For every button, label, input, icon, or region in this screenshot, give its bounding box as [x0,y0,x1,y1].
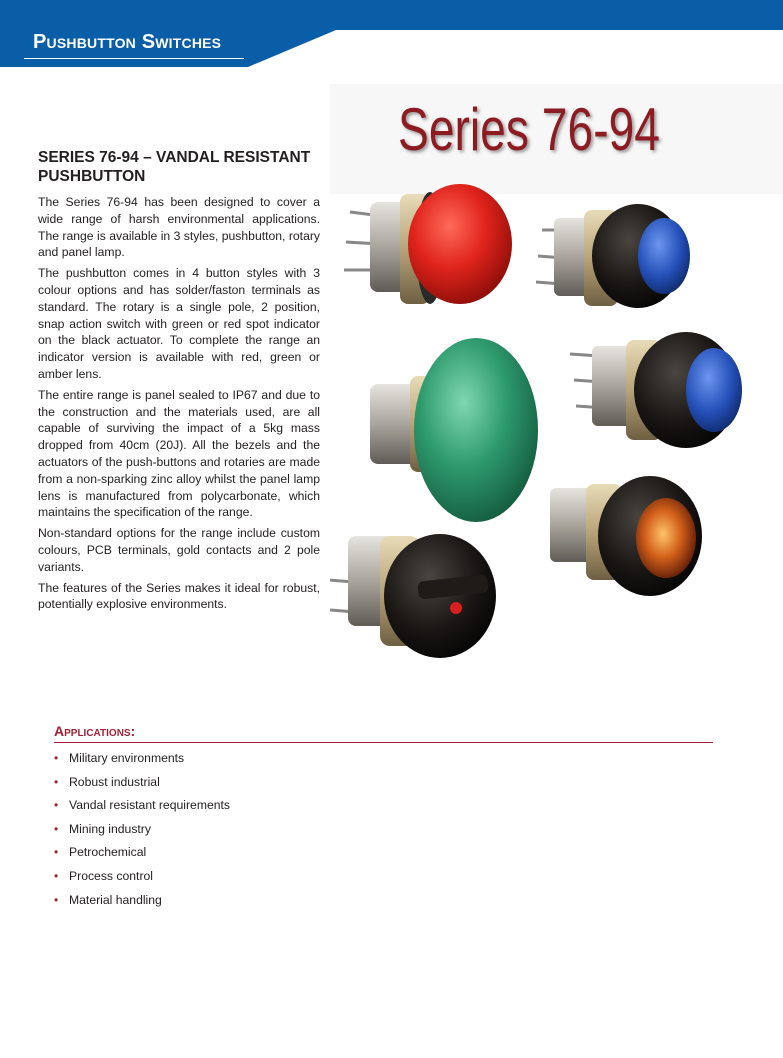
list-item [54,866,230,890]
section-heading: SERIES 76-94 – VANDAL RESISTANT PUSHBUTTON [38,149,311,185]
list-item [54,819,230,843]
list-item-label: Material handling [69,892,162,907]
applications-list [54,748,230,913]
bullet-icon: • [54,845,59,860]
list-item-label: Petrochemical [69,845,147,860]
paragraph: The Series 76-94 has been designed to cover a wide range of harsh environmental applications. The range is available in 3 styles, pushbutton, rotary and panel lamp. [38,195,320,260]
applications-heading: Applications: [54,723,136,739]
paragraph: The entire range is panel sealed to IP67 and due to the construction and the materials used, are all capable of surviving the impact of a 5kg mass dropped from 40cm (20J). All the bezels and the actuators of the push-buttons and rotaries are made from a non-sparking zinc alloy whilst the panel lamp lens is manufactured from polycarbonate, which maintains the specification of the range. [38,387,320,520]
banner-underline [24,58,244,59]
blue-pushbutton-small [536,204,690,308]
black-rotary-switch [330,534,496,658]
list-item-label: Robust industrial [69,774,160,789]
list-item-label: Military environments [69,751,185,765]
blue-pushbutton-large [570,332,742,448]
red-pushbutton [344,184,512,304]
bullet-icon: • [54,798,59,813]
list-item-label: Mining industry [69,821,151,836]
list-item [54,748,230,772]
list-item-label: Vandal resistant requirements [69,798,231,813]
list-item [54,842,230,866]
list-item [54,772,230,796]
page-section-title: Pushbutton Switches [33,31,222,53]
list-item-label: Process control [69,868,153,883]
paragraph: Non-standard options for the range include custom colours, PCB terminals, gold contacts and 2 pole variants. [38,526,320,574]
applications-divider [54,742,713,743]
green-mushroom-pushbutton [370,338,538,522]
paragraph: The pushbutton comes in 4 button styles with 3 colour options and has solder/faston terminals as standard. The rotary is a single pole, 2 position, snap action switch with green or red spot indicator on the black actuator. To complete the range an indicator version is available with red, green or amber lens. [38,266,320,381]
list-item [54,795,230,819]
product-illustration [330,84,783,674]
bullet-icon: • [54,892,59,907]
bullet-icon: • [54,868,59,883]
paragraph: The features of the Series makes it ideal for robust, potentially explosive environments. [38,580,320,612]
photo-title: Series 76-94 [398,96,660,163]
product-photo [330,84,783,674]
bullet-icon: • [54,774,59,789]
body-text [38,194,320,617]
header-banner [0,0,783,70]
amber-indicator-lamp [550,476,702,596]
bullet-icon: • [54,821,59,836]
list-item [54,890,230,914]
bullet-icon: • [54,751,59,765]
